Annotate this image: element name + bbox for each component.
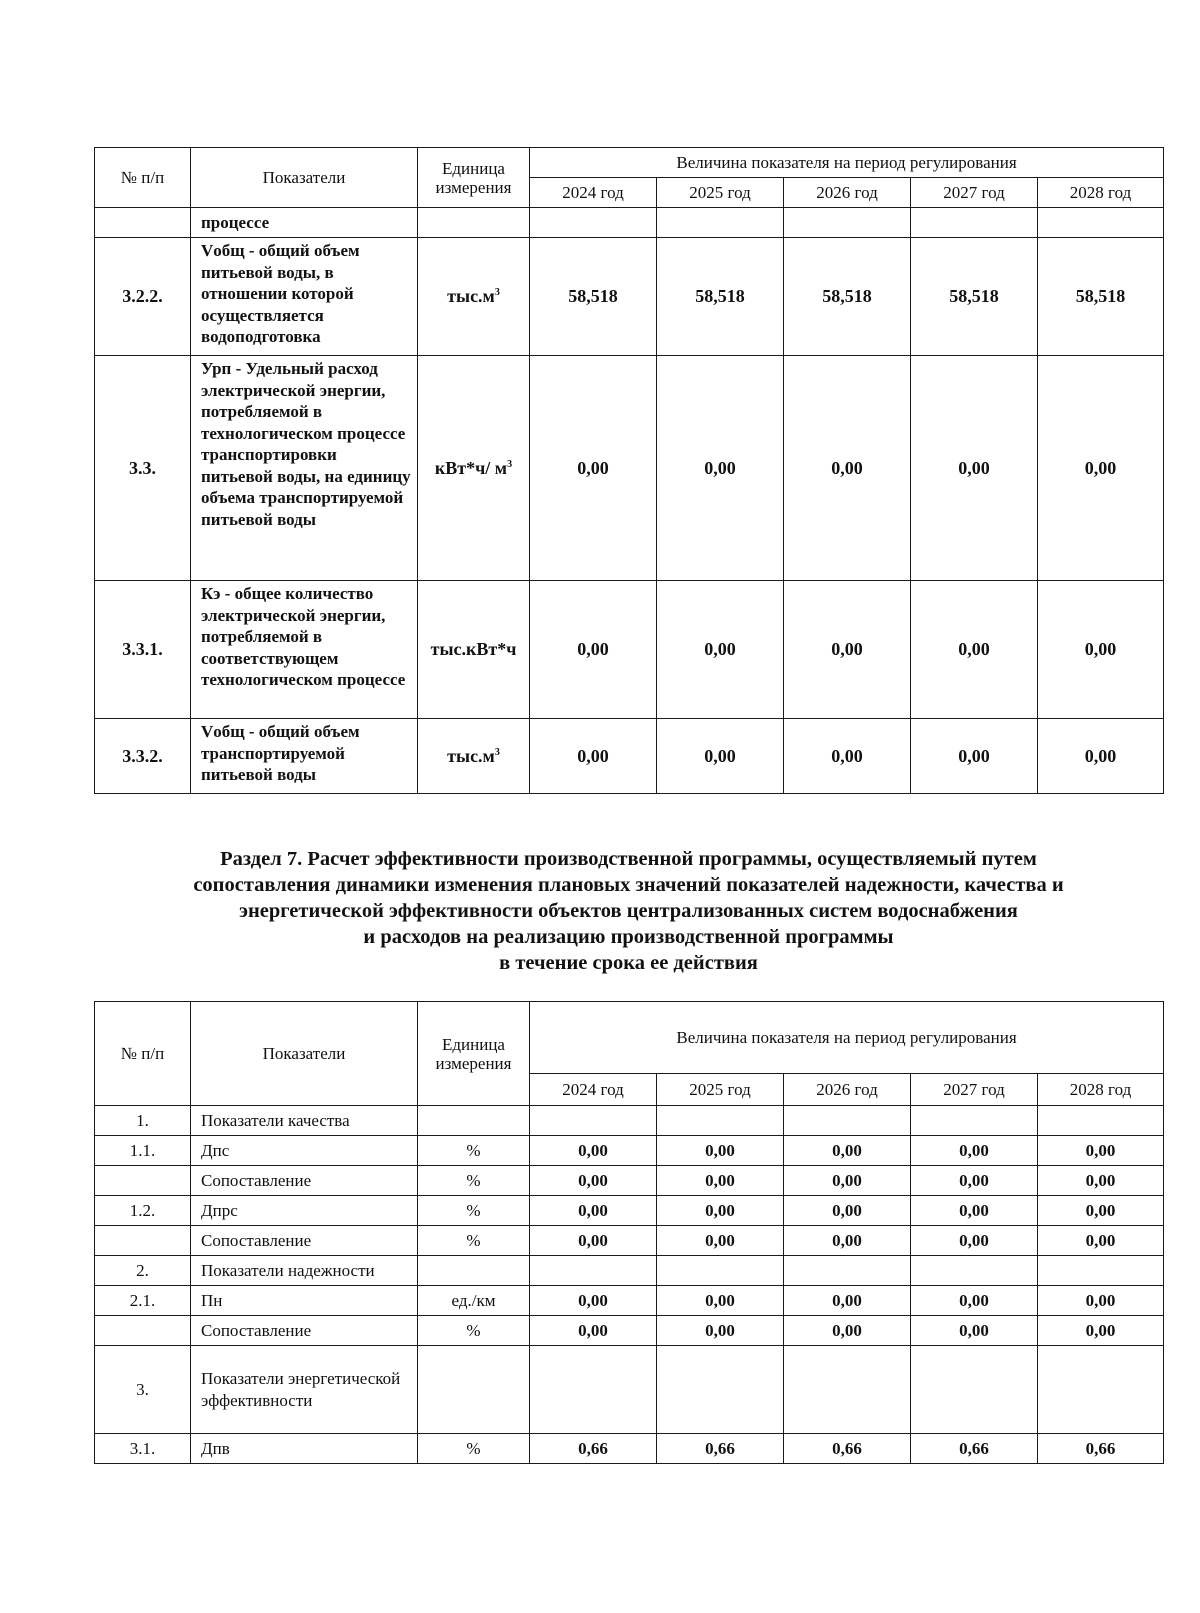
row-indicator: Сопоставление	[191, 1166, 418, 1196]
header-num: № п/п	[95, 1002, 191, 1106]
row-value: 0,00	[530, 1286, 657, 1316]
table-row	[95, 1196, 1164, 1226]
row-value: 0,00	[1038, 1166, 1164, 1196]
row-value: 0,00	[657, 719, 784, 794]
row-indicator: Показатели качества	[191, 1106, 418, 1136]
row-value: 0,00	[911, 1226, 1038, 1256]
row-value: 0,00	[530, 1166, 657, 1196]
row-value: 0,00	[1038, 1196, 1164, 1226]
row-value: 0,00	[784, 356, 911, 581]
row-value	[911, 1346, 1038, 1434]
table-row	[95, 1226, 1164, 1256]
table-row	[95, 1434, 1164, 1464]
row-num	[95, 1166, 191, 1196]
header-indicators: Показатели	[191, 148, 418, 208]
header-unit: Единица измерения	[418, 148, 530, 208]
row-value	[657, 1346, 784, 1434]
row-value	[784, 208, 911, 238]
row-unit: %	[418, 1226, 530, 1256]
row-value	[530, 1256, 657, 1286]
row-value: 0,00	[530, 1316, 657, 1346]
row-num: 2.1.	[95, 1286, 191, 1316]
row-indicator: Сопоставление	[191, 1226, 418, 1256]
row-value: 0,00	[784, 1196, 911, 1226]
row-value: 0,00	[657, 581, 784, 719]
row-value	[784, 1346, 911, 1434]
row-value: 0,00	[1038, 356, 1164, 581]
row-value: 0,00	[530, 719, 657, 794]
row-value	[530, 1106, 657, 1136]
row-unit: кВт*ч/ $м^3$	[418, 356, 530, 581]
row-num: 1.	[95, 1106, 191, 1136]
row-value: 0,66	[911, 1434, 1038, 1464]
row-value: 0,66	[1038, 1434, 1164, 1464]
row-unit: тыс.кВт*ч	[418, 581, 530, 719]
section-heading	[94, 846, 1163, 976]
row-value: 0,00	[784, 1136, 911, 1166]
row-value: 58,518	[911, 238, 1038, 356]
header-year: 2024 год	[530, 178, 657, 208]
header-year: 2026 год	[784, 178, 911, 208]
table-row	[95, 1106, 1164, 1136]
row-value: 0,00	[911, 1196, 1038, 1226]
row-unit: %	[418, 1316, 530, 1346]
row-value: 0,00	[911, 581, 1038, 719]
row-num: 3.3.	[95, 356, 191, 581]
row-num: 3.3.2.	[95, 719, 191, 794]
row-value: 0,00	[530, 1196, 657, 1226]
row-value: 0,00	[530, 1226, 657, 1256]
row-value	[657, 208, 784, 238]
row-value	[1038, 208, 1164, 238]
header-year: 2025 год	[657, 178, 784, 208]
row-unit: $тыс.м^3$	[418, 719, 530, 794]
row-value: 0,00	[530, 356, 657, 581]
row-value: 0,00	[1038, 1226, 1164, 1256]
table-row	[95, 1286, 1164, 1316]
row-value: 0,00	[784, 581, 911, 719]
row-value	[657, 1256, 784, 1286]
row-value: 0,00	[1038, 1316, 1164, 1346]
row-num: 3.2.2.	[95, 238, 191, 356]
row-indicator: Сопоставление	[191, 1316, 418, 1346]
row-value	[1038, 1346, 1164, 1434]
row-indicator: процессе	[191, 208, 418, 238]
row-value	[1038, 1106, 1164, 1136]
row-value	[911, 1256, 1038, 1286]
header-num: № п/п	[95, 148, 191, 208]
row-value: 0,00	[657, 1286, 784, 1316]
row-value: 0,00	[911, 719, 1038, 794]
row-indicator: Vобщ - общий объем транспортируемой питьевой воды	[191, 719, 418, 794]
section-heading-line: Раздел 7. Расчет эффективности производственной программы, осуществляемый путем	[220, 848, 1037, 870]
row-indicator: Пн	[191, 1286, 418, 1316]
row-value: 58,518	[530, 238, 657, 356]
row-value: 0,00	[530, 1136, 657, 1166]
row-value: 0,00	[530, 581, 657, 719]
row-value: 0,66	[784, 1434, 911, 1464]
row-unit: %	[418, 1196, 530, 1226]
header-period: Величина показателя на период регулирования	[530, 1002, 1164, 1074]
row-value	[530, 208, 657, 238]
indicator-table-continued	[94, 147, 1164, 794]
table-row	[95, 1166, 1164, 1196]
header-year: 2027 год	[911, 1074, 1038, 1106]
row-value	[911, 1106, 1038, 1136]
row-indicator: Дпв	[191, 1434, 418, 1464]
header-unit: Единица измерения	[418, 1002, 530, 1106]
row-unit: %	[418, 1434, 530, 1464]
row-value: 0,00	[784, 1226, 911, 1256]
row-unit	[418, 1106, 530, 1136]
table-row	[95, 1346, 1164, 1434]
row-value: 0,00	[1038, 1286, 1164, 1316]
row-value: 0,00	[784, 719, 911, 794]
row-value: 0,00	[657, 1166, 784, 1196]
row-value: 0,00	[657, 1226, 784, 1256]
table-row	[95, 238, 1164, 356]
row-value: 0,00	[911, 1286, 1038, 1316]
row-indicator: Показатели энергетической эффективности	[191, 1346, 418, 1434]
table-row	[95, 1256, 1164, 1286]
row-value: 0,00	[911, 1316, 1038, 1346]
row-value	[657, 1106, 784, 1136]
row-indicator: Показатели надежности	[191, 1256, 418, 1286]
row-value	[1038, 1256, 1164, 1286]
row-num: 1.1.	[95, 1136, 191, 1166]
header-year: 2028 год	[1038, 178, 1164, 208]
row-value: 0,00	[1038, 581, 1164, 719]
row-unit	[418, 1256, 530, 1286]
row-value: 0,00	[657, 356, 784, 581]
row-unit	[418, 208, 530, 238]
row-num: 3.	[95, 1346, 191, 1434]
header-year: 2027 год	[911, 178, 1038, 208]
row-value	[530, 1346, 657, 1434]
row-unit: $тыс.м^3$	[418, 238, 530, 356]
row-value: 0,66	[530, 1434, 657, 1464]
row-value: 0,00	[657, 1136, 784, 1166]
row-num: 3.3.1.	[95, 581, 191, 719]
table-row	[95, 719, 1164, 794]
efficiency-table	[94, 1001, 1164, 1464]
row-value: 0,00	[911, 356, 1038, 581]
section-heading-line: в течение срока ее действия	[499, 952, 758, 974]
row-value: 58,518	[1038, 238, 1164, 356]
table-row	[95, 356, 1164, 581]
row-indicator: Дпс	[191, 1136, 418, 1166]
row-num	[95, 1226, 191, 1256]
row-value	[911, 208, 1038, 238]
row-value: 0,66	[657, 1434, 784, 1464]
row-indicator: Дпрс	[191, 1196, 418, 1226]
row-unit	[418, 1346, 530, 1434]
row-value: 0,00	[657, 1196, 784, 1226]
row-num: 1.2.	[95, 1196, 191, 1226]
row-value: 0,00	[1038, 719, 1164, 794]
row-unit: %	[418, 1166, 530, 1196]
row-value	[784, 1256, 911, 1286]
row-value: 0,00	[784, 1316, 911, 1346]
row-value	[784, 1106, 911, 1136]
section-heading-line: и расходов на реализацию производственной программы	[363, 926, 894, 948]
row-value: 0,00	[657, 1316, 784, 1346]
row-value: 0,00	[1038, 1136, 1164, 1166]
table-row	[95, 1316, 1164, 1346]
header-year: 2025 год	[657, 1074, 784, 1106]
row-unit: ед./км	[418, 1286, 530, 1316]
row-num	[95, 208, 191, 238]
table-row	[95, 581, 1164, 719]
row-value: 0,00	[911, 1166, 1038, 1196]
table-row	[95, 1136, 1164, 1166]
row-value: 0,00	[784, 1166, 911, 1196]
row-indicator: Кэ - общее количество электрической энергии, потребляемой в соответствующем технологическом процессе	[191, 581, 418, 719]
row-value: 58,518	[784, 238, 911, 356]
row-value: 0,00	[784, 1286, 911, 1316]
row-indicator: Урп - Удельный расход электрической энергии, потребляемой в технологическом процессе транспортировки питьевой воды, на единицу объема транспортируемой питьевой воды	[191, 356, 418, 581]
section-heading-line: энергетической эффективности объектов централизованных систем водоснабжения	[239, 900, 1018, 922]
header-year: 2024 год	[530, 1074, 657, 1106]
header-year: 2026 год	[784, 1074, 911, 1106]
row-num	[95, 1316, 191, 1346]
section-heading-line: сопоставления динамики изменения плановых значений показателей надежности, качества и	[193, 874, 1064, 896]
row-num: 2.	[95, 1256, 191, 1286]
header-period: Величина показателя на период регулирования	[530, 148, 1164, 178]
header-year: 2028 год	[1038, 1074, 1164, 1106]
row-unit: %	[418, 1136, 530, 1166]
row-value: 0,00	[911, 1136, 1038, 1166]
table-row	[95, 208, 1164, 238]
row-value: 58,518	[657, 238, 784, 356]
row-num: 3.1.	[95, 1434, 191, 1464]
row-indicator: Vобщ - общий объем питьевой воды, в отношении которой осуществляется водоподготовка	[191, 238, 418, 356]
header-indicators: Показатели	[191, 1002, 418, 1106]
